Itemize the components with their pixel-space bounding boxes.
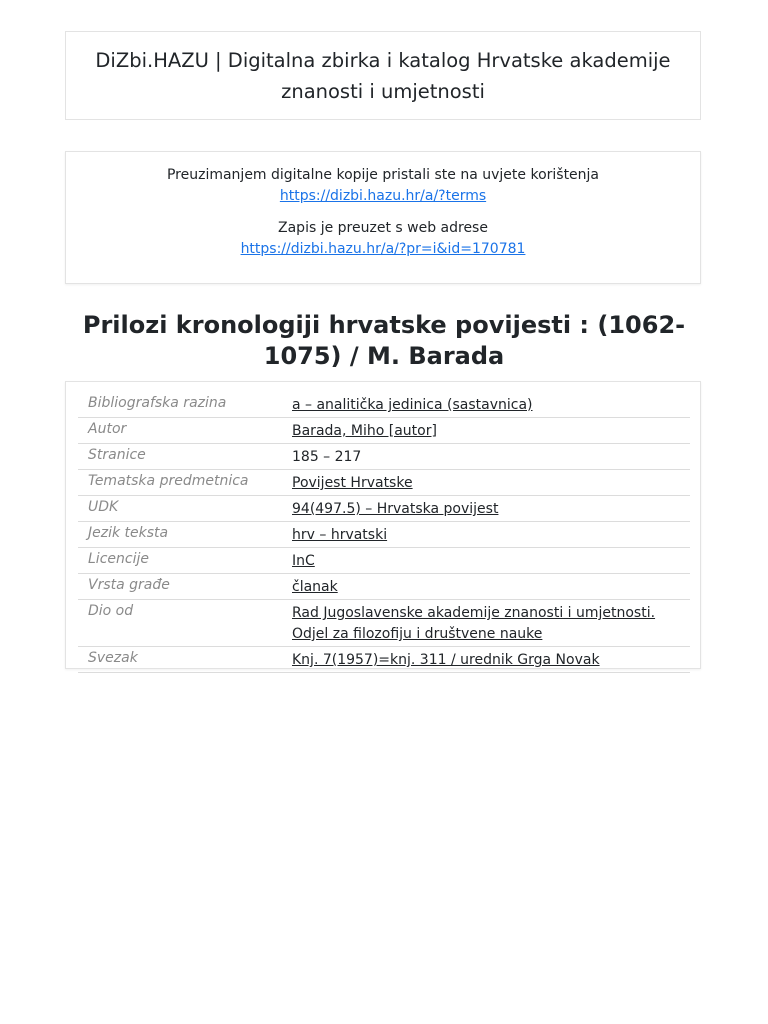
table-row <box>78 392 690 418</box>
table-row <box>78 647 690 673</box>
terms-text: Preuzimanjem digitalne kopije pristali ste na uvjete korištenja <box>166 167 600 183</box>
site-header <box>65 31 701 120</box>
field-value-link[interactable]: a – analitička jedinica (sastavnica) <box>292 397 533 413</box>
field-label: Vrsta građe <box>78 574 282 600</box>
document-title: Prilozi kronologiji hrvatske povijesti : (1062-1075) / M. Barada <box>82 311 686 370</box>
field-label: Autor <box>78 418 282 444</box>
download-notice <box>65 151 701 284</box>
terms-notice <box>66 165 700 207</box>
field-value-link[interactable]: hrv – hrvatski <box>292 527 388 543</box>
field-value-link[interactable]: članak <box>292 579 338 595</box>
field-value: 185 – 217 <box>282 444 690 470</box>
source-link[interactable]: https://dizbi.hazu.hr/a/?pr=i&id=170781 <box>240 241 526 257</box>
table-row <box>78 470 690 496</box>
field-value-link[interactable]: Rad Jugoslavenske akademije znanosti i umjetnosti. Odjel za filozofiju i društvene nauke <box>292 605 656 642</box>
field-value-link[interactable]: Barada, Miho [autor] <box>292 423 437 439</box>
table-row <box>78 522 690 548</box>
field-value-link[interactable]: InC <box>292 553 315 569</box>
table-row <box>78 548 690 574</box>
field-label: Bibliografska razina <box>78 392 282 418</box>
table-row <box>78 418 690 444</box>
field-value-link[interactable]: Povijest Hrvatske <box>292 475 413 491</box>
source-text: Zapis je preuzet s web adrese <box>278 220 488 236</box>
field-label: Stranice <box>78 444 282 470</box>
field-label: Licencije <box>78 548 282 574</box>
field-label: Dio od <box>78 600 282 647</box>
site-title: DiZbi.HAZU | Digitalna zbirka i katalog Hrvatske akademije znanosti i umjetnosti <box>95 48 671 103</box>
table-row <box>78 600 690 647</box>
table-row <box>78 574 690 600</box>
terms-link[interactable]: https://dizbi.hazu.hr/a/?terms <box>279 188 487 204</box>
source-notice <box>66 218 700 260</box>
field-label: UDK <box>78 496 282 522</box>
field-label: Jezik teksta <box>78 522 282 548</box>
field-value-link[interactable]: Knj. 7(1957)=knj. 311 / urednik Grga Novak <box>292 652 600 668</box>
metadata-panel <box>65 381 701 669</box>
table-row <box>78 444 690 470</box>
field-label: Tematska predmetnica <box>78 470 282 496</box>
field-value-link[interactable]: 94(497.5) – Hrvatska povijest <box>292 501 499 517</box>
field-label: Svezak <box>78 647 282 673</box>
table-row <box>78 496 690 522</box>
metadata-table <box>78 392 690 673</box>
